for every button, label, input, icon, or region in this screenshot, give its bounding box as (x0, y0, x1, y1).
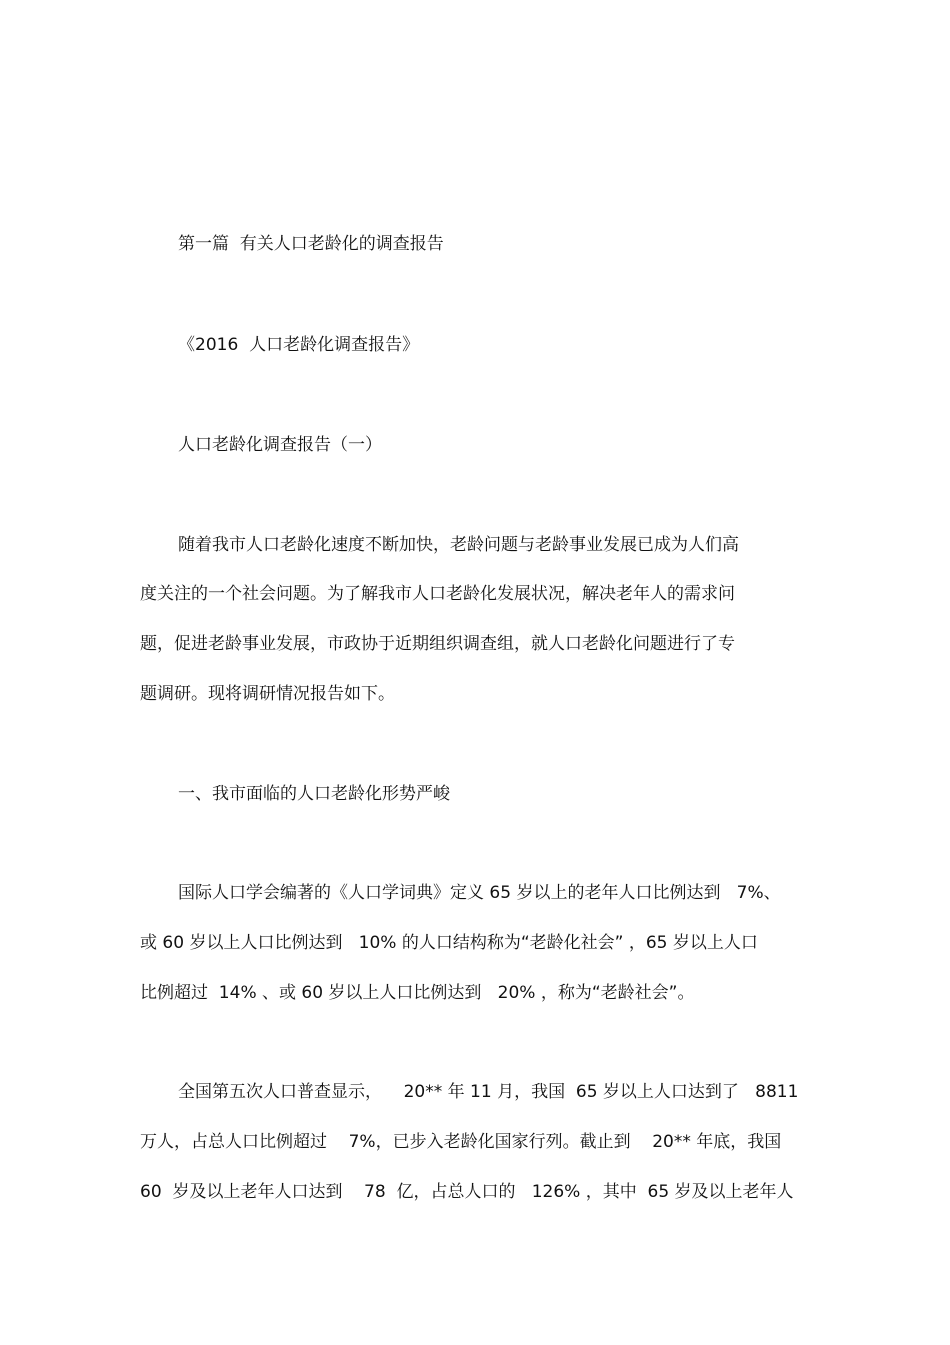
section-heading: 一、我市面临的人口老龄化形势严峻 (178, 784, 450, 804)
paragraph-line: 或 60 岁以上人口比例达到 10% 的人口结构称为“老龄化社会” ，65 岁以上人口 (140, 933, 758, 953)
paragraph-line: 题调研。现将调研情况报告如下。 (140, 684, 395, 704)
paragraph-line: 全国第五次人口普查显示， 20** 年 11 月，我国 65 岁以上人口达到了 8811 (178, 1082, 799, 1102)
paragraph-line: 万人，占总人口比例超过 7%，已步入老龄化国家行列。截止到 20** 年底，我国 (140, 1132, 782, 1152)
paragraph-line: 度关注的一个社会问题。为了解我市人口老龄化发展状况，解决老年人的需求问 (140, 584, 735, 604)
paragraph-line: 60 岁及以上老年人口达到 78 亿，占总人口的 126% ，其中 65 岁及以上老年人 (140, 1182, 794, 1202)
paragraph-line: 比例超过 14% 、或 60 岁以上人口比例达到 20% ，称为“老龄社会”。 (140, 983, 695, 1003)
paragraph-line: 随着我市人口老龄化速度不断加快，老龄问题与老龄事业发展已成为人们高 (178, 535, 739, 555)
report-title: 《2016 人口老龄化调查报告》 (178, 335, 420, 355)
paragraph-line: 题，促进老龄事业发展，市政协于近期组织调查组，就人口老龄化问题进行了专 (140, 634, 735, 654)
paragraph-line: 国际人口学会编著的《人口学词典》定义 65 岁以上的老年人口比例达到 7%、 (178, 883, 781, 903)
report-subtitle: 人口老龄化调查报告（一） (178, 435, 382, 455)
part-heading: 第一篇 有关人口老龄化的调查报告 (178, 234, 444, 254)
